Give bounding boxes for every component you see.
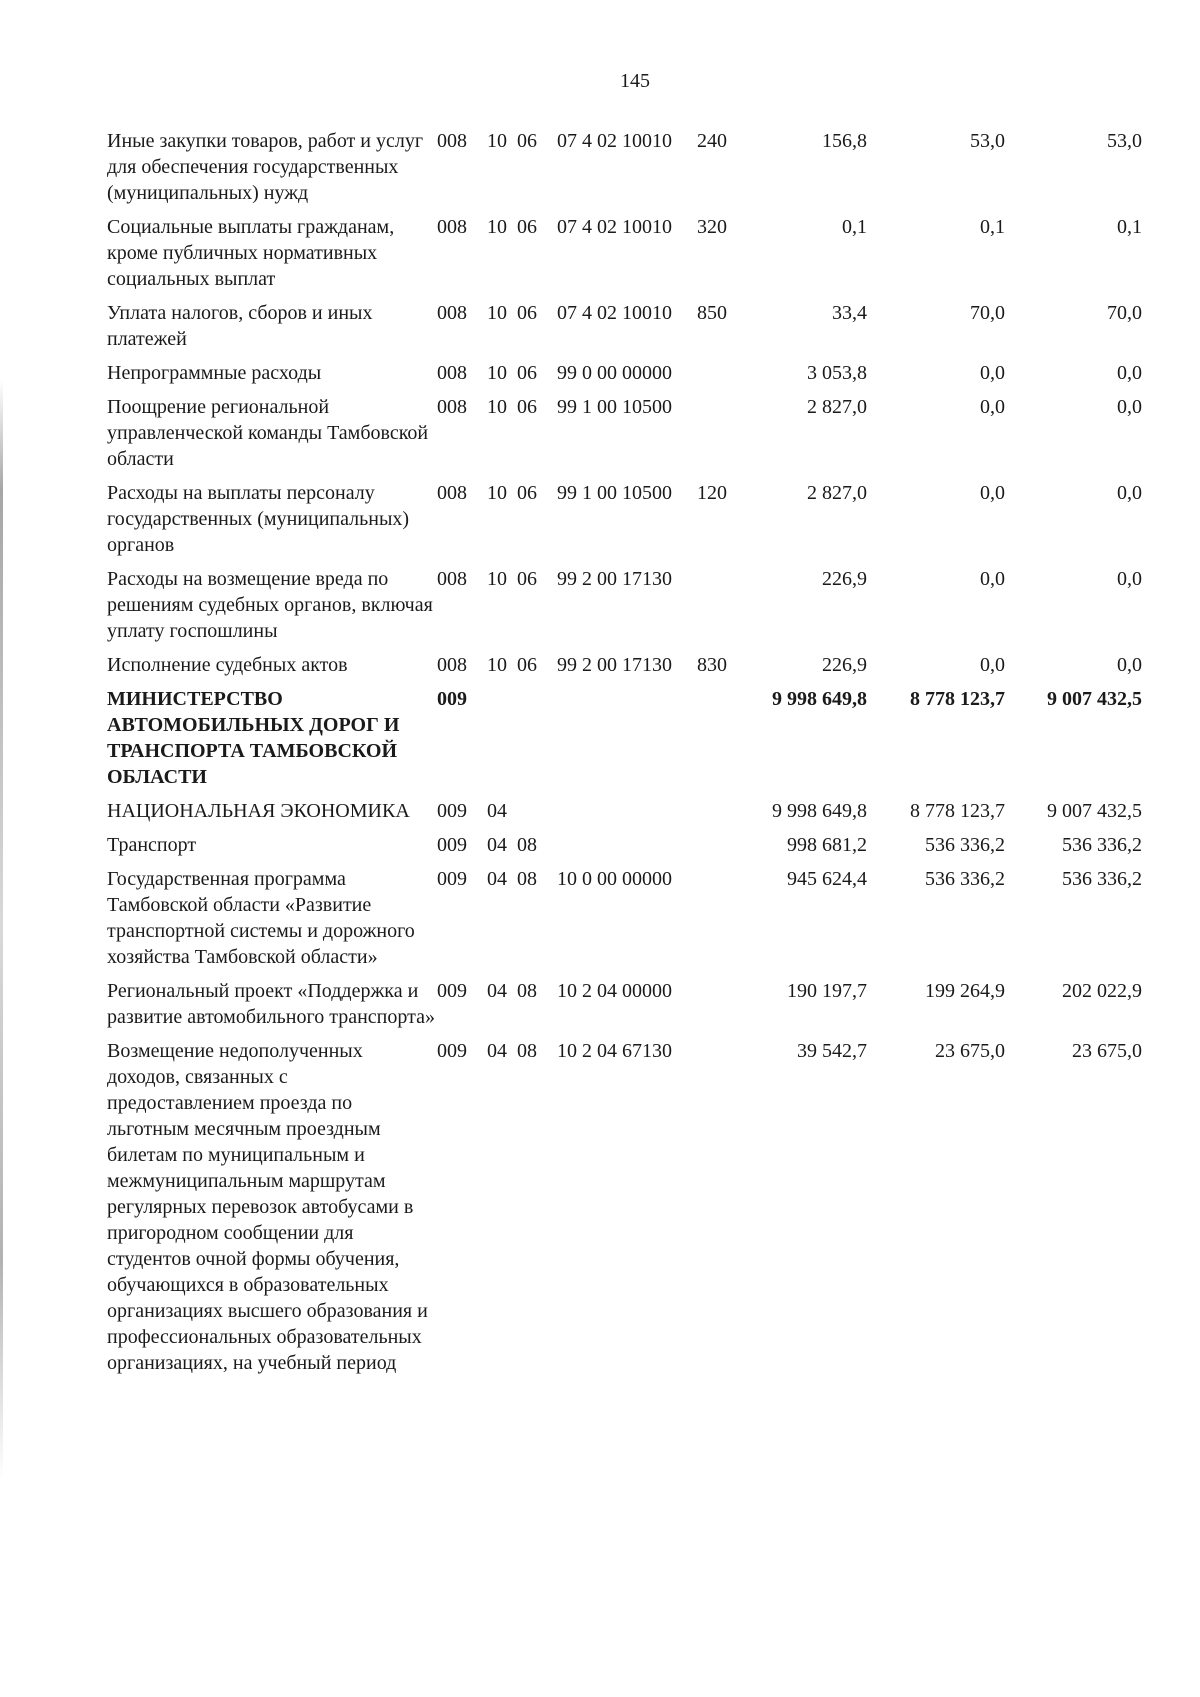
row-amount-2: 23 675,0 <box>935 1040 1005 1062</box>
row-rz: 10 <box>487 568 507 590</box>
row-ved: 009 <box>437 868 467 890</box>
row-name: Расходы на выплаты персоналу государственных (муниципальных) органов <box>107 482 410 556</box>
row-rz: 04 <box>487 834 507 856</box>
row-csr: 99 0 00 00000 <box>557 362 672 384</box>
table-row <box>107 866 1142 978</box>
row-amount-1: 998 681,2 <box>787 834 867 856</box>
row-vr <box>697 360 757 394</box>
row-name: МИНИСТЕРСТВО АВТОМОБИЛЬНЫХ ДОРОГ И ТРАНСПОРТА ТАМБОВСКОЙ ОБЛАСТИ <box>107 688 400 788</box>
row-amount-3: 70,0 <box>1107 302 1142 324</box>
row-amount-2: 70,0 <box>970 302 1005 324</box>
row-amount-3: 202 022,9 <box>1062 980 1142 1002</box>
row-ved: 008 <box>437 216 467 238</box>
row-amount-1: 156,8 <box>822 130 867 152</box>
row-pr: 06 <box>517 130 537 152</box>
table-row <box>107 214 1142 300</box>
row-pr <box>517 798 557 832</box>
row-csr: 99 2 00 17130 <box>557 568 672 590</box>
row-name: Исполнение судебных актов <box>107 654 348 676</box>
row-amount-2: 0,0 <box>980 396 1005 418</box>
row-pr: 06 <box>517 654 537 676</box>
row-ved: 008 <box>437 130 467 152</box>
row-csr: 10 0 00 00000 <box>557 868 672 890</box>
row-vr <box>697 866 757 978</box>
row-ved: 009 <box>437 800 467 822</box>
row-rz: 04 <box>487 800 507 822</box>
row-vr: 850 <box>697 302 727 324</box>
row-vr: 830 <box>697 654 727 676</box>
budget-table <box>107 128 1142 1384</box>
row-ved: 008 <box>437 396 467 418</box>
row-amount-1: 3 053,8 <box>807 362 867 384</box>
row-amount-1: 9 998 649,8 <box>772 800 867 822</box>
row-amount-1: 33,4 <box>832 302 867 324</box>
row-ved: 009 <box>437 688 467 710</box>
row-name: Возмещение недополученных доходов, связанных с предоставлением проезда по льготным месячным проездным билетам по муниципальным и межмуниципальным маршрутам регулярных перевозок автобусами в пригородном сообщении для студентов очной формы обучения, обучающихся в образовательных организациях высшего образования и профессиональных образовательных организациях, на учебный период <box>107 1040 428 1374</box>
table-row <box>107 300 1142 360</box>
table-row <box>107 566 1142 652</box>
row-amount-3: 0,0 <box>1117 654 1142 676</box>
row-amount-3: 53,0 <box>1107 130 1142 152</box>
row-ved: 009 <box>437 980 467 1002</box>
row-rz: 04 <box>487 1040 507 1062</box>
table-row <box>107 394 1142 480</box>
row-amount-1: 190 197,7 <box>787 980 867 1002</box>
row-ved: 008 <box>437 654 467 676</box>
row-pr: 06 <box>517 362 537 384</box>
row-amount-2: 0,0 <box>980 362 1005 384</box>
row-ved: 008 <box>437 362 467 384</box>
table-row <box>107 798 1142 832</box>
row-vr <box>697 394 757 480</box>
row-rz: 10 <box>487 654 507 676</box>
row-amount-3: 536 336,2 <box>1062 868 1142 890</box>
scan-edge-shadow <box>0 380 3 1480</box>
row-amount-3: 0,1 <box>1117 216 1142 238</box>
row-amount-1: 2 827,0 <box>807 482 867 504</box>
row-amount-3: 0,0 <box>1117 482 1142 504</box>
row-amount-2: 8 778 123,7 <box>910 688 1005 710</box>
row-vr <box>697 686 757 798</box>
row-pr: 08 <box>517 834 537 856</box>
row-amount-1: 39 542,7 <box>797 1040 867 1062</box>
row-ved: 008 <box>437 302 467 324</box>
row-pr: 06 <box>517 302 537 324</box>
row-csr <box>557 798 697 832</box>
table-row <box>107 360 1142 394</box>
row-amount-3: 536 336,2 <box>1062 834 1142 856</box>
row-amount-1: 226,9 <box>822 654 867 676</box>
row-amount-1: 2 827,0 <box>807 396 867 418</box>
row-csr: 99 1 00 10500 <box>557 396 672 418</box>
row-name: Транспорт <box>107 834 197 856</box>
table-row <box>107 832 1142 866</box>
row-rz: 10 <box>487 216 507 238</box>
row-name: Расходы на возмещение вреда по решениям судебных органов, включая уплату госпошлины <box>107 568 433 642</box>
table-row <box>107 480 1142 566</box>
row-amount-3: 0,0 <box>1117 362 1142 384</box>
row-vr: 320 <box>697 216 727 238</box>
row-vr <box>697 798 757 832</box>
row-rz: 04 <box>487 868 507 890</box>
row-name: Региональный проект «Поддержка и развитие автомобильного транспорта» <box>107 980 435 1028</box>
row-amount-3: 0,0 <box>1117 396 1142 418</box>
row-pr: 06 <box>517 568 537 590</box>
row-name: Уплата налогов, сборов и иных платежей <box>107 302 373 350</box>
row-amount-1: 0,1 <box>842 216 867 238</box>
row-pr <box>517 686 557 798</box>
row-vr <box>697 832 757 866</box>
row-rz: 10 <box>487 396 507 418</box>
row-amount-2: 0,1 <box>980 216 1005 238</box>
row-name: Социальные выплаты гражданам, кроме публичных нормативных социальных выплат <box>107 216 395 290</box>
row-ved: 008 <box>437 568 467 590</box>
table-row-ministry <box>107 686 1142 798</box>
row-vr <box>697 978 757 1038</box>
row-name: НАЦИОНАЛЬНАЯ ЭКОНОМИКА <box>107 800 410 822</box>
row-csr <box>557 686 697 798</box>
row-name: Поощрение региональной управленческой команды Тамбовской области <box>107 396 429 470</box>
row-amount-2: 536 336,2 <box>925 834 1005 856</box>
row-pr: 06 <box>517 216 537 238</box>
row-vr <box>697 1038 757 1384</box>
table-row <box>107 128 1142 214</box>
row-rz: 10 <box>487 302 507 324</box>
row-csr: 99 2 00 17130 <box>557 654 672 676</box>
row-csr: 07 4 02 10010 <box>557 216 672 238</box>
row-csr <box>557 832 697 866</box>
row-name: Непрограммные расходы <box>107 362 322 384</box>
row-amount-2: 0,0 <box>980 482 1005 504</box>
page-number: 145 <box>620 70 650 92</box>
row-rz: 10 <box>487 482 507 504</box>
row-amount-3: 0,0 <box>1117 568 1142 590</box>
row-amount-2: 8 778 123,7 <box>910 800 1005 822</box>
row-pr: 06 <box>517 482 537 504</box>
row-name: Государственная программа Тамбовской области «Развитие транспортной системы и дорожного хозяйства Тамбовской области» <box>107 868 415 968</box>
row-ved: 009 <box>437 834 467 856</box>
table-row <box>107 1038 1142 1384</box>
row-pr: 08 <box>517 1040 537 1062</box>
row-ved: 009 <box>437 1040 467 1062</box>
row-vr <box>697 566 757 652</box>
table-row <box>107 652 1142 686</box>
row-csr: 07 4 02 10010 <box>557 130 672 152</box>
row-amount-2: 536 336,2 <box>925 868 1005 890</box>
row-amount-1: 945 624,4 <box>787 868 867 890</box>
row-amount-2: 0,0 <box>980 654 1005 676</box>
row-ved: 008 <box>437 482 467 504</box>
row-vr: 120 <box>697 482 727 504</box>
row-rz: 10 <box>487 362 507 384</box>
row-amount-1: 9 998 649,8 <box>772 688 867 710</box>
row-amount-3: 9 007 432,5 <box>1047 688 1142 710</box>
table-row <box>107 978 1142 1038</box>
row-pr: 08 <box>517 868 537 890</box>
row-vr: 240 <box>697 130 727 152</box>
row-amount-1: 226,9 <box>822 568 867 590</box>
row-name: Иные закупки товаров, работ и услуг для обеспечения государственных (муниципальных) нужд <box>107 130 424 204</box>
row-csr: 99 1 00 10500 <box>557 482 672 504</box>
row-rz: 10 <box>487 130 507 152</box>
row-amount-3: 23 675,0 <box>1072 1040 1142 1062</box>
row-pr: 06 <box>517 396 537 418</box>
row-rz: 04 <box>487 980 507 1002</box>
row-amount-3: 9 007 432,5 <box>1047 800 1142 822</box>
row-csr: 07 4 02 10010 <box>557 302 672 324</box>
row-amount-2: 53,0 <box>970 130 1005 152</box>
row-csr: 10 2 04 00000 <box>557 980 672 1002</box>
row-pr: 08 <box>517 980 537 1002</box>
row-amount-2: 199 264,9 <box>925 980 1005 1002</box>
row-csr: 10 2 04 67130 <box>557 1040 672 1062</box>
row-amount-2: 0,0 <box>980 568 1005 590</box>
row-rz <box>487 686 517 798</box>
